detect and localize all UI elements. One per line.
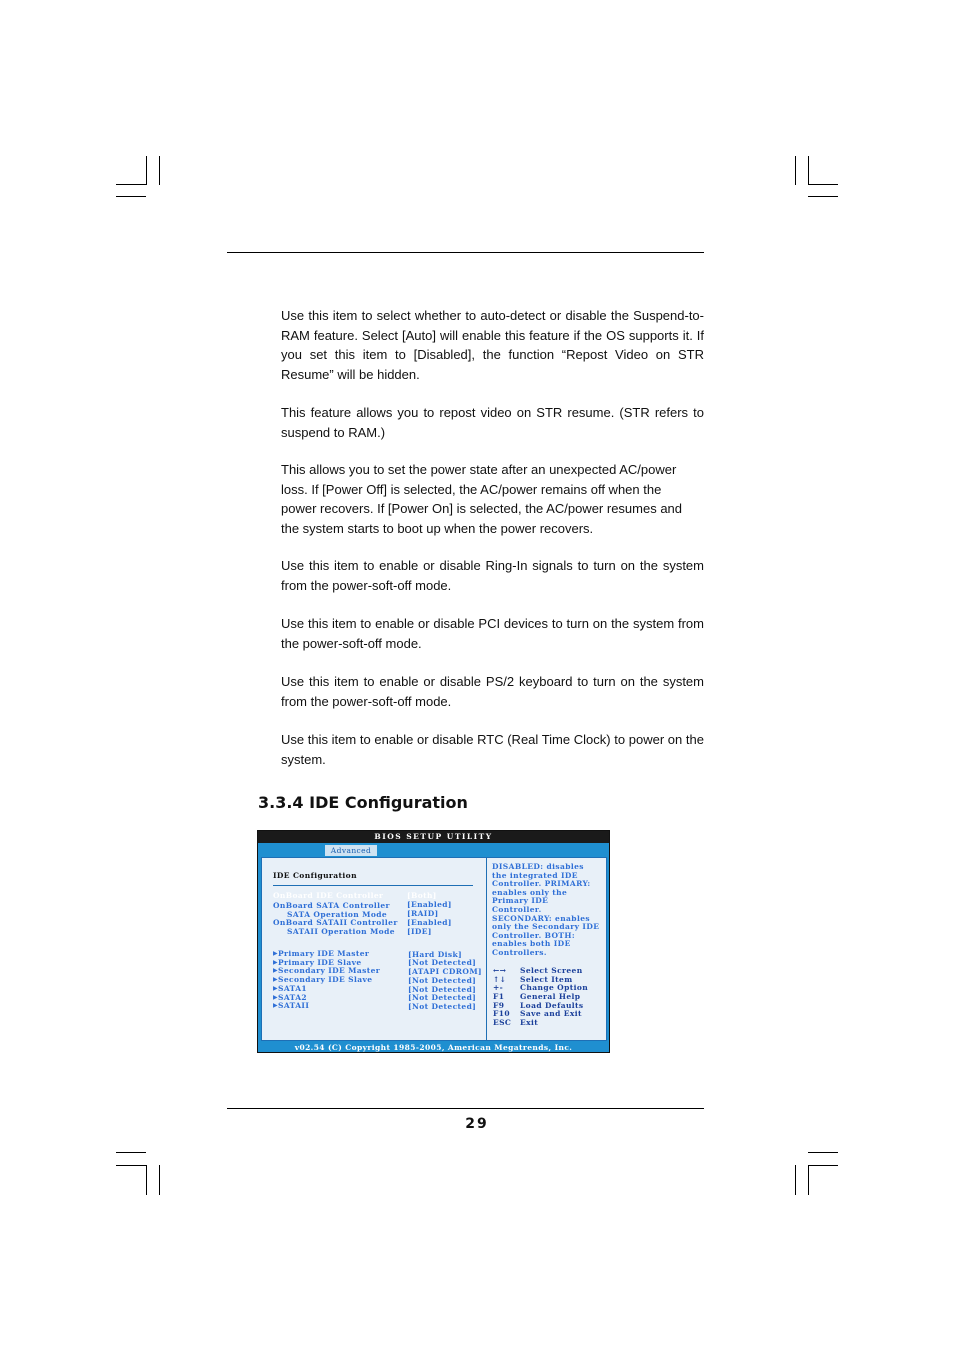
section-title: 3.3.4 IDE Configuration: [258, 793, 468, 812]
bios-value-sata2[interactable]: [Not Detected]: [408, 993, 477, 1002]
bios-value-primary-slave[interactable]: [Not Detected]: [408, 958, 477, 967]
crop-mark: [795, 156, 796, 185]
bios-item-onboard-sata[interactable]: OnBoard SATA Controller: [273, 901, 390, 910]
crop-mark: [146, 156, 147, 185]
bios-item-sata2[interactable]: SATA2: [278, 993, 308, 1002]
crop-mark: [116, 196, 146, 197]
bios-value-sata1[interactable]: [Not Detected]: [408, 985, 477, 994]
paragraph-suspend-to-ram: Use this item to select whether to auto-detect or disable the Suspend-to-RAM feature. Select [Auto] will enable this feature if the OS supports it. If you set this item to [Disabled], the function “Repost Video on STR Resume” will be hidden.: [281, 308, 704, 382]
bios-value-sataii-mode[interactable]: [IDE]: [407, 927, 432, 936]
paragraph-ring-in: Use this item to enable or disable Ring-In signals to turn on the system from the power-soft-off mode.: [281, 558, 704, 593]
bios-item-primary-master[interactable]: Primary IDE Master: [278, 949, 370, 958]
crop-mark: [808, 196, 838, 197]
bios-help-text: DISABLED: disables the integrated IDE Controller. PRIMARY: enables only the Primary IDE Controller. SECONDARY: enables only the Secondary IDE Controller. BOTH: enables both IDE Controllers.: [492, 862, 600, 957]
crop-mark: [808, 156, 809, 185]
bios-value-secondary-slave[interactable]: [Not Detected]: [408, 976, 477, 985]
bios-help-pane: DISABLED: disables the integrated IDE Controller. PRIMARY: enables only the Primary IDE Controller. SECONDARY: enables only the Secondary IDE Controller. BOTH: enables both IDE Controllers. ←→ Select Screen ↑↓ Select Item +- Change Option F1 General Help F9 Load Defaults F10 Save and Exit ESC Exit: [492, 862, 600, 1028]
paragraph-rtc: Use this item to enable or disable RTC (Real Time Clock) to power on the system.: [281, 732, 704, 767]
submenu-arrow-icon: ▶: [273, 994, 279, 1001]
divider: [273, 885, 473, 886]
crop-mark: [116, 184, 146, 185]
paragraph-power-state: This allows you to set the power state after an unexpected AC/power loss. If [Power Off] is selected, the AC/power remains off when the power recovers. If [Power On] is selected, the AC/power resumes and the system starts to boot up when the power recovers.: [281, 462, 683, 536]
bios-settings-pane: [262, 858, 487, 1040]
bios-value-sataii[interactable]: [Not Detected]: [408, 1002, 477, 1011]
bios-value-sata-mode[interactable]: [RAID]: [407, 909, 439, 918]
bios-footer: v02.54 (C) Copyright 1985-2005, American Megatrends, Inc.: [294, 1043, 573, 1052]
bios-item-primary-slave[interactable]: Primary IDE Slave: [278, 958, 362, 967]
bios-heading: IDE Configuration: [273, 871, 357, 880]
crop-mark: [808, 1165, 809, 1195]
submenu-arrow-icon: ▶: [273, 1002, 279, 1009]
crop-mark: [146, 1165, 147, 1195]
crop-mark: [159, 156, 160, 185]
submenu-arrow-icon: ▶: [273, 967, 279, 974]
bios-panel: [261, 857, 607, 1041]
paragraph-pci-devices: Use this item to enable or disable PCI devices to turn on the system from the power-soft-off mode.: [281, 616, 704, 651]
bios-item-onboard-ide[interactable]: OnBoard IDE Controller: [273, 891, 384, 900]
crop-mark: [795, 1165, 796, 1195]
bios-value-onboard-ide[interactable]: [Both]: [407, 891, 437, 900]
crop-mark: [808, 1152, 838, 1153]
submenu-arrow-icon: ▶: [273, 959, 279, 966]
crop-mark: [808, 1165, 838, 1166]
bios-item-secondary-master[interactable]: Secondary IDE Master: [278, 966, 381, 975]
bios-value-primary-master[interactable]: [Hard Disk]: [408, 950, 463, 959]
header-rule: [227, 252, 704, 253]
bios-item-sata1[interactable]: SATA1: [278, 984, 308, 993]
bios-title: BIOS SETUP UTILITY: [258, 831, 609, 843]
bios-item-onboard-sataii[interactable]: OnBoard SATAII Controller: [273, 918, 398, 927]
bios-tab-bar: [260, 845, 607, 856]
crop-mark: [116, 1152, 146, 1153]
bios-item-secondary-slave[interactable]: Secondary IDE Slave: [278, 975, 373, 984]
bios-value-secondary-master[interactable]: [ATAPI CDROM]: [408, 967, 482, 976]
bios-item-sata-mode[interactable]: SATA Operation Mode: [287, 910, 388, 919]
submenu-arrow-icon: ▶: [273, 985, 279, 992]
paragraph-repost-video: This feature allows you to repost video on STR resume. (STR refers to suspend to RAM.): [281, 405, 704, 440]
crop-mark: [116, 1165, 146, 1166]
submenu-arrow-icon: ▶: [273, 950, 279, 957]
submenu-arrow-icon: ▶: [273, 976, 279, 983]
bios-value-onboard-sataii[interactable]: [Enabled]: [407, 918, 452, 927]
paragraph-ps2-keyboard: Use this item to enable or disable PS/2 keyboard to turn on the system from the power-soft-off mode.: [281, 674, 704, 709]
bios-value-onboard-sata[interactable]: [Enabled]: [407, 900, 452, 909]
bios-item-sataii-mode[interactable]: SATAII Operation Mode: [287, 927, 395, 936]
bios-item-sataii[interactable]: SATAII: [278, 1001, 310, 1010]
page-number: 29: [465, 1116, 489, 1132]
footer-rule: [227, 1108, 704, 1109]
crop-mark: [159, 1165, 160, 1195]
tab-advanced[interactable]: Advanced: [325, 845, 377, 856]
crop-mark: [808, 184, 838, 185]
bios-screen: [257, 830, 610, 1053]
